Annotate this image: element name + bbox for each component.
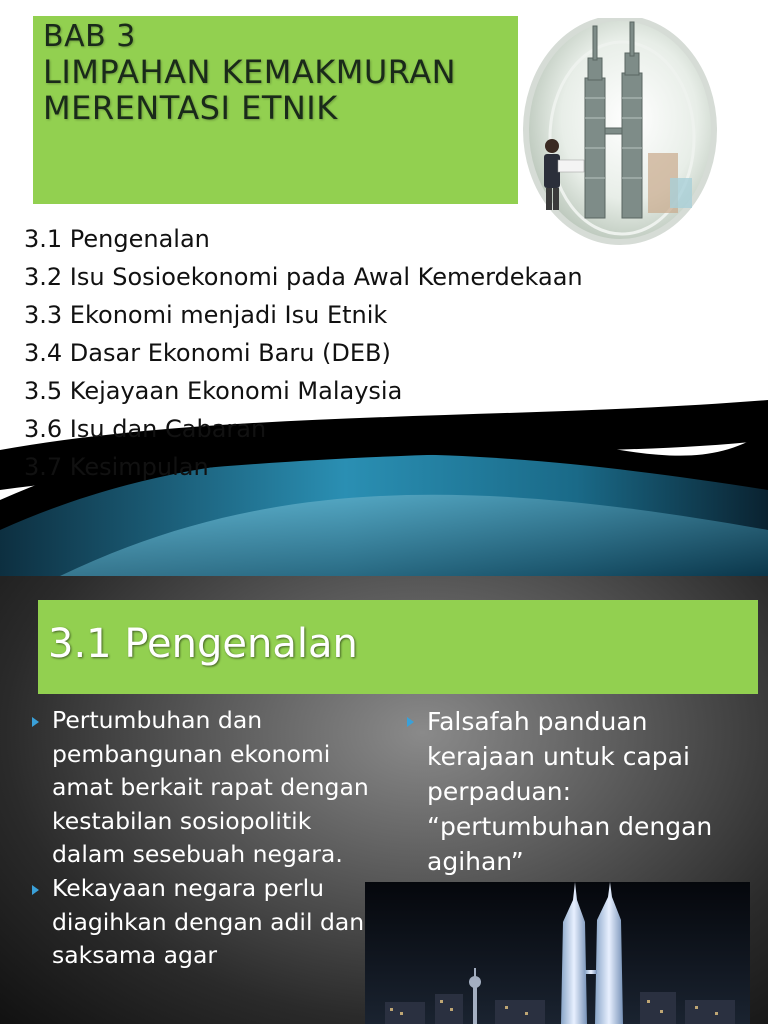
toc-item: 3.4 Dasar Ekonomi Baru (DEB) [24, 339, 391, 367]
bullet-text: Falsafah panduan kerajaan untuk capai perpaduan: “pertumbuhan dengan agihan” [427, 707, 713, 876]
toc-item: 3.5 Kejayaan Ekonomi Malaysia [24, 377, 403, 405]
toc-item: 3.7 Kesimpulan [24, 453, 209, 481]
toc-item: 3.1 Pengenalan [24, 225, 210, 253]
slide-heading: 3.1 Pengenalan [48, 621, 358, 667]
bullet-text: Kekayaan negara perlu diagihkan dengan adil dan saksama agar [52, 873, 365, 970]
toc-item: 3.3 Ekonomi menjadi Isu Etnik [24, 301, 388, 329]
bullet-arrow-icon [32, 885, 39, 895]
bullet-item [30, 704, 370, 872]
bullet-item [30, 872, 370, 973]
title-box [33, 16, 518, 204]
table-of-contents [24, 220, 724, 486]
bullet-item [405, 704, 755, 879]
left-bullet-list [30, 704, 370, 973]
kuala-lumpur-night-photo [365, 882, 750, 1024]
bullet-arrow-icon [407, 717, 414, 727]
title-line-chapter: BAB 3 [43, 19, 136, 54]
right-bullet-list [405, 704, 755, 879]
toc-item: 3.6 Isu dan Cabaran [24, 415, 267, 443]
slide-2 [0, 576, 768, 1024]
title-line-sub: MERENTASI ETNIK [43, 89, 338, 127]
bullet-arrow-icon [32, 717, 39, 727]
heading-box [38, 600, 758, 694]
title-line-main: LIMPAHAN KEMAKMURAN [43, 53, 457, 91]
toc-item: 3.2 Isu Sosioekonomi pada Awal Kemerdekaan [24, 263, 583, 291]
bullet-text: Pertumbuhan dan pembangunan ekonomi amat berkait rapat dengan kestabilan sosiopolitik dalam sesebuah negara. [52, 706, 369, 869]
